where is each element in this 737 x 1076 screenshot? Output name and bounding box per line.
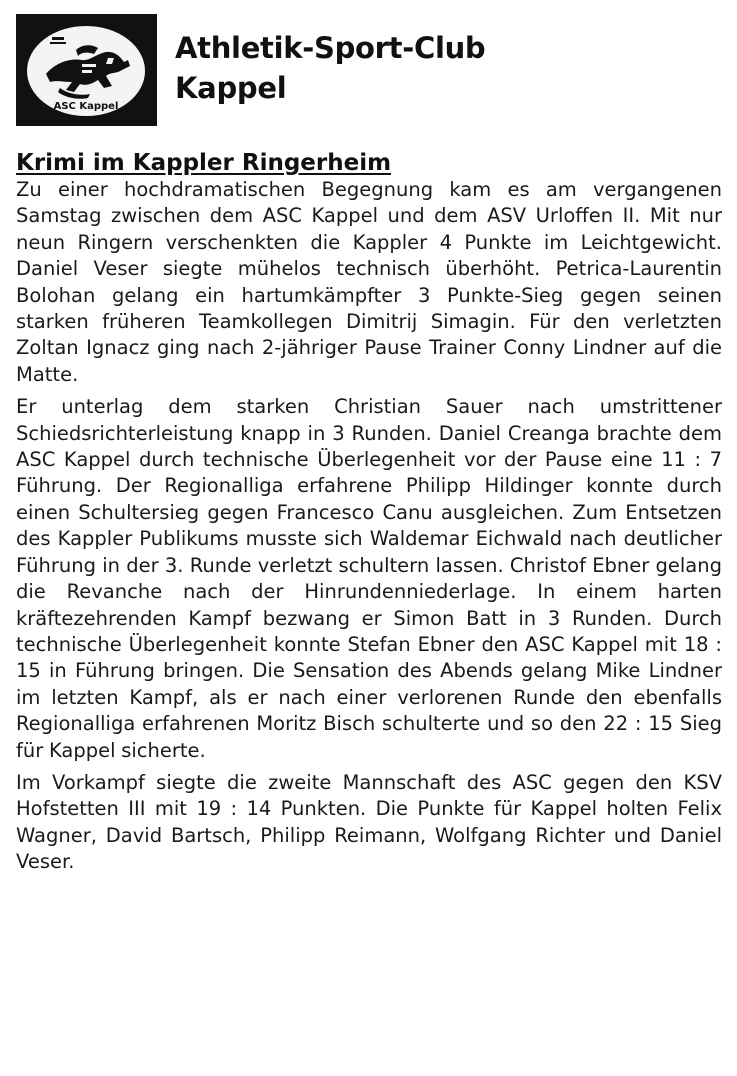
article bbox=[16, 150, 722, 882]
article-headline: Krimi im Kappler Ringerheim bbox=[16, 150, 392, 176]
club-header bbox=[16, 14, 716, 130]
club-name-line1: Athletik-Sport-Club bbox=[175, 31, 486, 65]
article-paragraph: Zu einer hochdramatischen Begegnung kam es am vergangenen Samstag zwischen dem ASC Kappel und dem ASV Urloffen II. Mit nur neun Ringern verschenkten die Kappler 4 Punkte im Leichtgewicht. Daniel Veser siegte mühelos technisch überhöht. Petrica-Laurentin Bolohan gelang ein hartumkämpfter 3 Punkte-Sieg gegen seinen starken früheren Teamkollegen Dimitrij Simagin. Für den verletzten Zoltan Ignacz ging nach 2-jähriger Pause Trainer Conny Lindner auf die Matte. bbox=[16, 178, 722, 386]
article-paragraph: Im Vorkampf siegte die zweite Mannschaft des ASC gegen den KSV Hofstetten III mit 19 : 14 Punkten. Die Punkte für Kappel holten Felix Wagner, David Bartsch, Philipp Reimann, Wolfgang Richter und Daniel Veser. bbox=[16, 770, 722, 874]
club-name bbox=[175, 28, 485, 108]
club-name-line2: Kappel bbox=[175, 71, 287, 105]
club-logo bbox=[16, 14, 157, 126]
logo-text: ASC Kappel bbox=[53, 101, 119, 112]
article-paragraph: Er unterlag dem starken Christian Sauer nach umstrittener Schiedsrichterleistung knapp in 3 Runden. Daniel Creanga brachte dem ASC Kappel durch technische Überlegenheit vor der Pause eine 11 : 7 Führung. Der Regionalliga erfahrene Philipp Hildinger konnte durch einen Schultersieg gegen Francesco Canu ausgleichen. Zum Entsetzen des Kappler Publikums musste sich Waldemar Eichwald nach deutlicher Führung in der 3. Runde verletzt schultern lassen. Christof Ebner gelang die Revanche nach der Hinrundenniederlage. In einem harten kräftezehrenden Kampf bezwang er Simon Batt in 3 Runden. Durch technische Überlegenheit konnte Stefan Ebner den ASC Kappel mit 18 : 15 in Führung bringen. Die Sensation des Abends gelang Mike Lindner im letzten Kampf, als er nach einer verlorenen Runde den ebenfalls Regionalliga erfahrenen Moritz Bisch schulterte und so den 22 : 15 Sieg für Kappel sicherte. bbox=[16, 395, 722, 762]
wrestlers-emblem-icon bbox=[16, 14, 157, 126]
